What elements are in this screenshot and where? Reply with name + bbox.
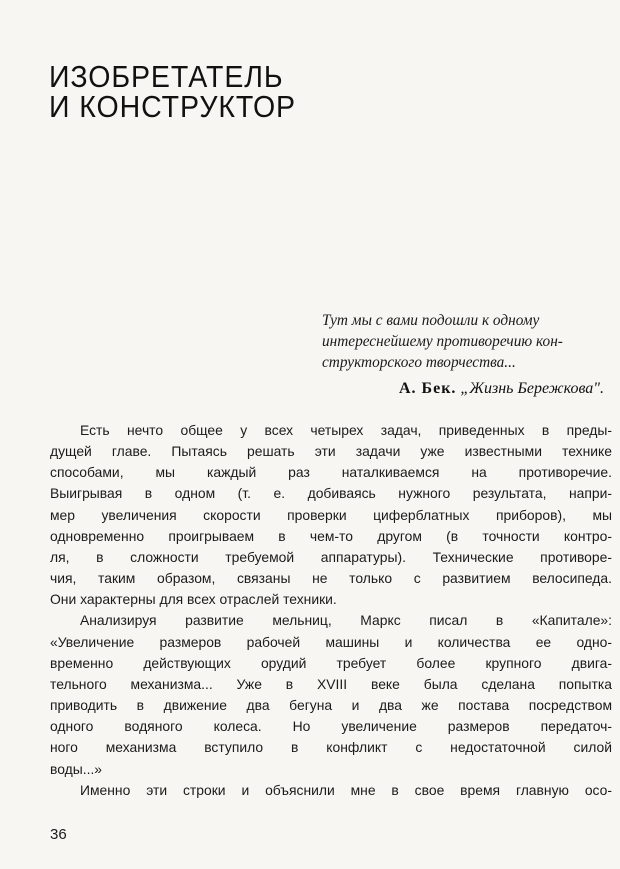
epigraph-line: Тут мы с вами подошли к одному: [322, 312, 540, 329]
epigraph-source: [399, 380, 604, 398]
epigraph-line: структорского творчества...: [322, 354, 516, 371]
epigraph-work: „Жизнь Бережкова".: [460, 380, 604, 397]
epigraph: [322, 310, 612, 373]
text-line: способами, мы каждый раз наталкиваемся на противоречие.: [50, 464, 612, 481]
chapter-title-line-1: ИЗОБРЕТАТЕЛЬ: [49, 59, 284, 94]
text-line: Выигрывая в одном (т. е. добиваясь нужного результата, напри-: [50, 485, 612, 502]
text-line: ля, в сложности требуемой аппаратуры). Технические противоре-: [50, 548, 612, 565]
text-line: приводить в движение два бегуна и два же постава посредством: [50, 697, 612, 714]
text-line: дущей главе. Пытаясь решать эти задачи уже известными технике: [50, 443, 612, 460]
page-number: 36: [50, 826, 67, 843]
text-line: Есть нечто общее у всех четырех задач, приведенных в преды-: [80, 422, 612, 438]
text-line: временно действующих орудий требует более крупного двига-: [50, 654, 612, 671]
text-line: воды...»: [50, 760, 103, 777]
text-line: Они характерны для всех отраслей техники.: [50, 591, 337, 608]
body-text: [50, 420, 612, 801]
text-line: «Увеличение размеров рабочей машины и количества ее одно-: [50, 633, 612, 650]
text-line: чия, таким образом, связаны не только с развитием велосипеда.: [50, 570, 612, 587]
chapter-title-line-2: И КОНСТРУКТОР: [49, 89, 297, 124]
text-line: Именно эти строки и объяснили мне в свое время главную осо-: [80, 781, 612, 798]
text-line: ного механизма вступило в конфликт с недостаточной силой: [50, 739, 612, 756]
text-line: мер увеличения скорости проверки циферблатных приборов), мы: [50, 506, 612, 523]
text-line: одного водяного колеса. Но увеличение размеров передаточ-: [50, 718, 612, 735]
text-line: тельного механизма... Уже в XVIII веке была сделана попытка: [50, 675, 612, 692]
epigraph-line: интереснейшему противоречию кон-: [322, 333, 563, 350]
text-line: Анализируя развитие мельниц, Маркс писал в «Капитале»:: [80, 612, 612, 629]
text-line: одновременно проигрываем в чем-то другом (в точности контро-: [50, 527, 612, 544]
chapter-title: [49, 59, 297, 124]
epigraph-author: А. Бек.: [398, 380, 457, 397]
